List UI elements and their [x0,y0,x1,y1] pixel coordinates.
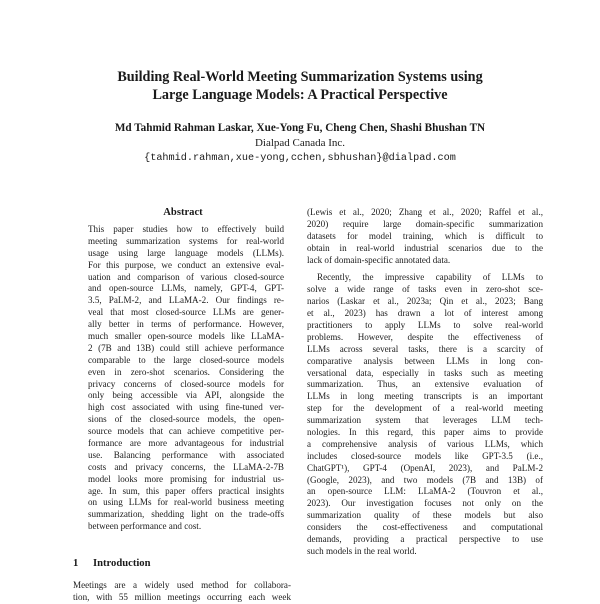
abstract-line: comparable to the large closed-source models [88,354,284,365]
text-line: demands, providing a practical perspective to use [307,534,543,545]
paper-title [60,68,540,104]
text-line: LLMs across several tasks, there is a scarcity of [307,343,543,354]
text-line: nologies. In this regard, this paper aims to provide [307,427,543,438]
text-line: datasets for model training, which is difficult to [307,230,543,241]
author-list: Md Tahmid Rahman Laskar, Xue-Yong Fu, Cheng Chen, Shashi Bhushan TN [114,122,486,134]
abstract-line: veal that most closed-source LLMs are gener- [88,307,284,318]
abstract-line: only being accessible via API, alongside the [88,390,284,401]
abstract-line: ally better in terms of performance. However, [88,319,284,330]
abstract-line: 2 (7B and 13B) could still achieve performance [88,342,284,353]
abstract-line: age. In sum, this paper offers practical insights [88,485,284,496]
text-line: such models in the real world. [307,545,417,556]
text-line: practitioners to apply LLMs to solve real-world [307,320,543,331]
text-line: summarization system that leverages LLM tech- [307,415,543,426]
section-number: 1 [73,558,79,569]
abstract-line: summarization, shedding light on the trade-offs [88,509,284,520]
abstract-line: For this purpose, we conduct an extensive eval- [88,259,284,270]
abstract-line: meeting summarization systems for real-world [88,235,284,246]
text-line: solve a wide range of tasks even in zero-shot sce- [307,284,543,295]
abstract-line: formance are more advantageous for industrial [88,438,284,449]
text-line: (Google, 2023), and two models (7B and 13B) of [307,474,543,485]
text-line: tion, with 55 million meetings occurring each week [73,591,291,602]
text-line: obtain in real-world industrial scenarios due to the [307,242,543,253]
abstract-line: much smaller open-source models like LLaMA- [88,331,284,342]
text-line: problems. However, despite the effectiveness of [307,331,543,342]
text-line: et al., 2023) has drawn a lot of interest among [307,308,543,319]
text-line: LLMs in long meeting transcripts is an important [307,391,543,402]
affiliation: Dialpad Canada Inc. [254,137,346,149]
paragraph [307,207,543,266]
text-line: considers the cost-effectiveness and computational [307,522,543,533]
abstract-line: model looks more promising for industrial us- [88,473,284,484]
title-line: Large Language Models: A Practical Perspective [152,87,448,103]
abstract-line: uation and comparison of various closed-source [88,271,284,282]
text-line: Recently, the impressive capability of LLMs to [317,272,543,283]
text-line: lack of domain-specific annotated data. [307,254,451,265]
abstract-line: between performance and cost. [88,521,202,532]
title-line: Building Real-World Meeting Summarization Systems using [117,69,483,85]
text-line: summarization quality of these models but also [307,510,543,521]
abstract-line: 3.5, PaLM-2, and LLaMA-2. Our findings re- [88,295,284,306]
abstract-line: use. Balancing performance with associated [88,449,284,460]
text-line: an open-source LLM: LLaMA-2 (Touvron et al., [307,486,543,497]
text-line: ChatGPT¹), GPT-4 (OpenAI, 2023), and PaLM-2 [307,462,543,473]
introduction-body [73,580,291,604]
abstract-line: on using LLMs for real-world business meeting [88,497,284,508]
text-line: versational data, especially in tasks such as meeting [307,367,543,378]
text-line: narios (Laskar et al., 2023a; Qin et al., 2023; Bang [307,296,543,307]
text-line: Meetings are a widely used method for collabora- [73,580,291,590]
text-line: 2020) require large domain-specific summarization [307,218,543,229]
section-title: Introduction [93,558,151,569]
abstract-line: This paper studies how to effectively build [88,224,284,234]
text-line: summarization. Thus, an extensive evaluation of [307,379,543,390]
text-line: a comprehensive analysis of various LLMs, which [307,438,543,449]
text-line: step for the development of a real-world meeting [307,403,543,414]
text-line: includes closed-source models like GPT-3.5 (i.e., [307,450,543,461]
abstract-line: high cost associated with using fine-tuned ver- [88,402,284,413]
abstract-body [88,224,284,533]
abstract-line: and open-source LLMs, namely, GPT-4, GPT- [88,283,284,294]
abstract-heading: Abstract [163,207,203,218]
abstract-line: sions of the closed-source models, the open- [88,414,284,425]
section-heading-introduction [73,557,293,571]
text-line: comparative analysis between LLMs in long con- [307,355,543,366]
abstract-line: privacy concerns of closed-source models for [88,378,284,389]
abstract-line: costs and privacy concerns, the LLaMA-2-7B [88,461,284,472]
abstract-line: even in zero-shot scenarios. Considering the [88,366,284,377]
text-line: (Lewis et al., 2020; Zhang et al., 2020; Raffel et al., [307,207,543,217]
right-column [307,207,543,558]
abstract-line: source models that can achieve competitive per- [88,426,284,437]
text-line: 2023). Our investigation focuses not only on the [307,498,543,509]
author-emails: {tahmid.rahman,xue-yong,cchen,sbhushan}@dialpad.com [144,153,456,164]
abstract-line: usage using large language models (LLMs). [88,247,284,258]
paragraph [307,272,543,557]
